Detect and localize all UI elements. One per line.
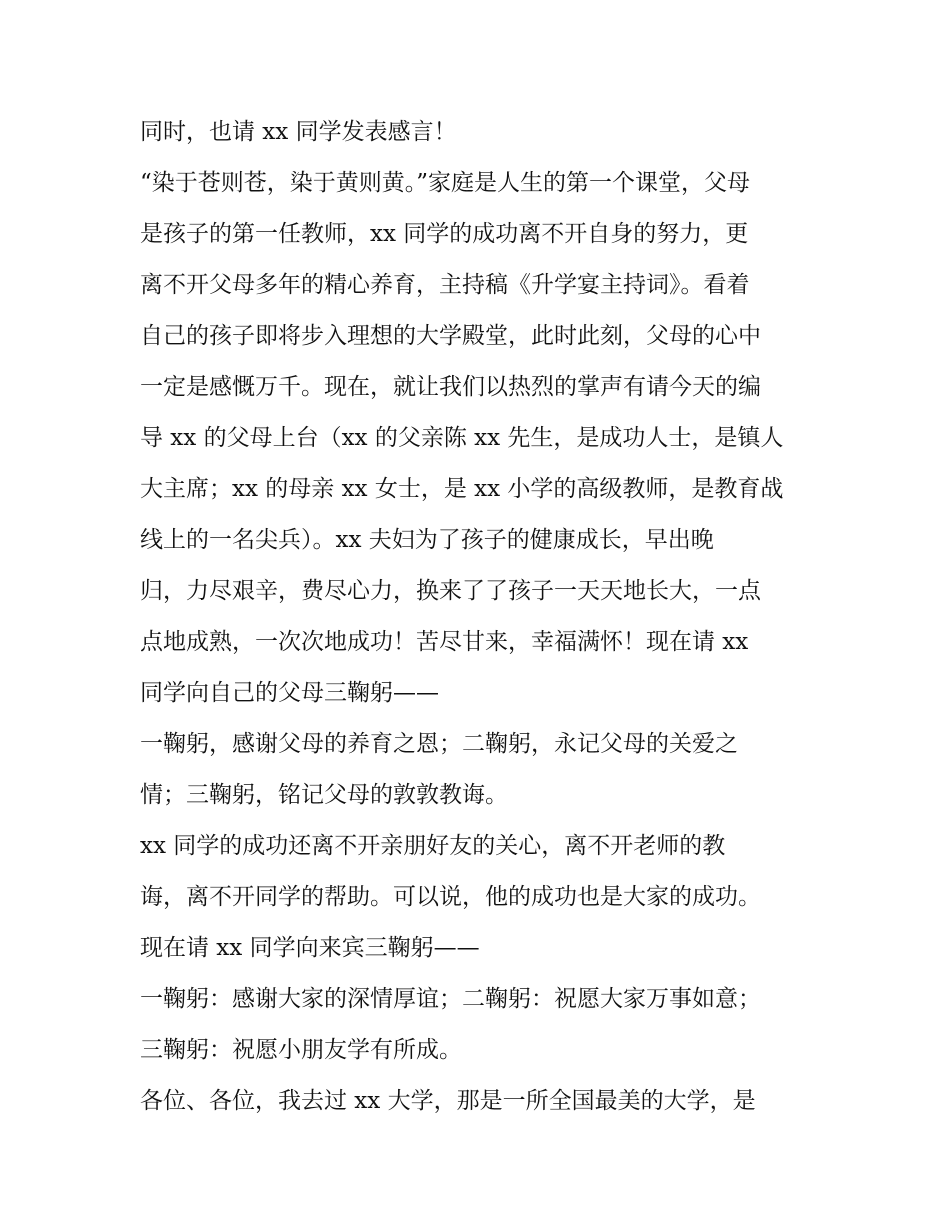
document-body: [140, 107, 820, 1127]
text-line: 诲，离不开同学的帮助。可以说，他的成功也是大家的成功。: [140, 884, 761, 910]
text-line: 同时，也请 xx 同学发表感言！: [140, 119, 457, 145]
text-line: 归，力尽艰辛，费尽心力，换来了了孩子一天天地长大，一点: [140, 578, 761, 604]
text-line: 情；三鞠躬，铭记父母的敦敦教诲。: [140, 782, 508, 808]
text-line: 现在请 xx 同学向来宾三鞠躬——: [140, 935, 480, 961]
text-line: 点地成熟，一次次地成功！苦尽甘来，幸福满怀！现在请 xx: [140, 629, 749, 655]
text-line: xx 同学的成功还离不开亲朋好友的关心，离不开老师的教: [140, 833, 726, 859]
text-line: 三鞠躬：祝愿小朋友学有所成。: [140, 1037, 462, 1063]
text-line: 一鞠躬：感谢大家的深情厚谊；二鞠躬：祝愿大家万事如意；: [140, 986, 761, 1012]
text-line: 同学向自己的父母三鞠躬——: [140, 680, 439, 706]
text-line: 自己的孩子即将步入理想的大学殿堂，此时此刻，父母的心中: [140, 323, 761, 349]
text-line: 一定是感慨万千。现在，就让我们以热烈的掌声有请今天的编: [140, 374, 761, 400]
text-line: “染于苍则苍，染于黄则黄。”家庭是人生的第一个课堂，父母: [140, 170, 751, 196]
text-line: 离不开父母多年的精心养育，主持稿《升学宴主持词》。看着: [140, 272, 750, 298]
text-line: 线上的一名尖兵）。xx 夫妇为了孩子的健康成长，早出晚: [140, 527, 714, 553]
text-line: 是孩子的第一任教师，xx 同学的成功离不开自身的努力，更: [140, 221, 749, 247]
text-line: 导 xx 的父母上台（xx 的父亲陈 xx 先生，是成功人士，是镇人: [140, 425, 784, 451]
text-line: 各位、各位，我去过 xx 大学，那是一所全国最美的大学，是: [140, 1088, 756, 1114]
text-line: 一鞠躬，感谢父母的养育之恩；二鞠躬，永记父母的关爱之: [140, 731, 738, 757]
text-line: 大主席；xx 的母亲 xx 女士，是 xx 小学的高级教师，是教育战: [140, 476, 784, 502]
